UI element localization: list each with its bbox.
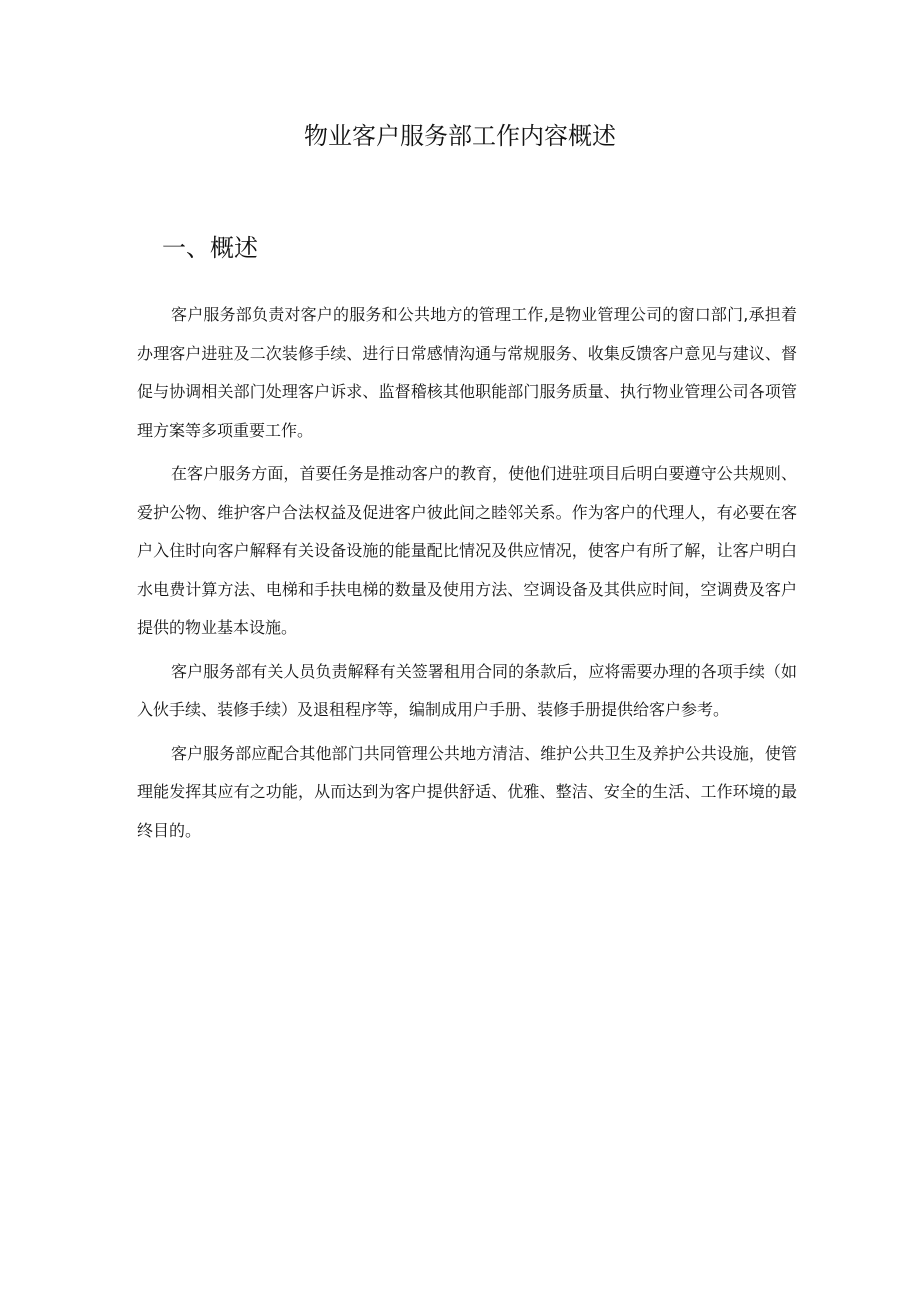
paragraph: 客户服务部有关人员负责解释有关签署租用合同的条款后，应将需要办理的各项手续（如入伙手续、装修手续）及退租程序等，编制成用户手册、装修手册提供给客户参考。 (137, 661, 797, 719)
body-text (137, 296, 797, 855)
paragraph: 客户服务部应配合其他部门共同管理公共地方清洁、维护公共卫生及养护公共设施，使管理能发挥其应有之功能，从而达到为客户提供舒适、优雅、整洁、安全的生活、工作环境的最终目的。 (137, 743, 797, 840)
document-title: 物业客户服务部工作内容概述 (304, 122, 616, 150)
paragraph: 客户服务部负责对客户的服务和公共地方的管理工作,是物业管理公司的窗口部门,承担着办理客户进驻及二次装修手续、进行日常感情沟通与常规服务、收集反馈客户意见与建议、督促与协调相关部门处理客户诉求、监督稽核其他职能部门服务质量、执行物业管理公司各项管理方案等多项重要工作。 (137, 305, 797, 440)
section-heading: 一、概述 (162, 234, 258, 262)
paragraph: 在客户服务方面，首要任务是推动客户的教育，使他们进驻项目后明白要遵守公共规则、爱护公物、维护客户合法权益及促进客户彼此间之睦邻关系。作为客户的代理人，有必要在客户入住时向客户解释有关设备设施的能量配比情况及供应情况，使客户有所了解，让客户明白水电费计算方法、电梯和手扶电梯的数量及使用方法、空调设备及其供应时间，空调费及客户提供的物业基本设施。 (137, 464, 797, 637)
